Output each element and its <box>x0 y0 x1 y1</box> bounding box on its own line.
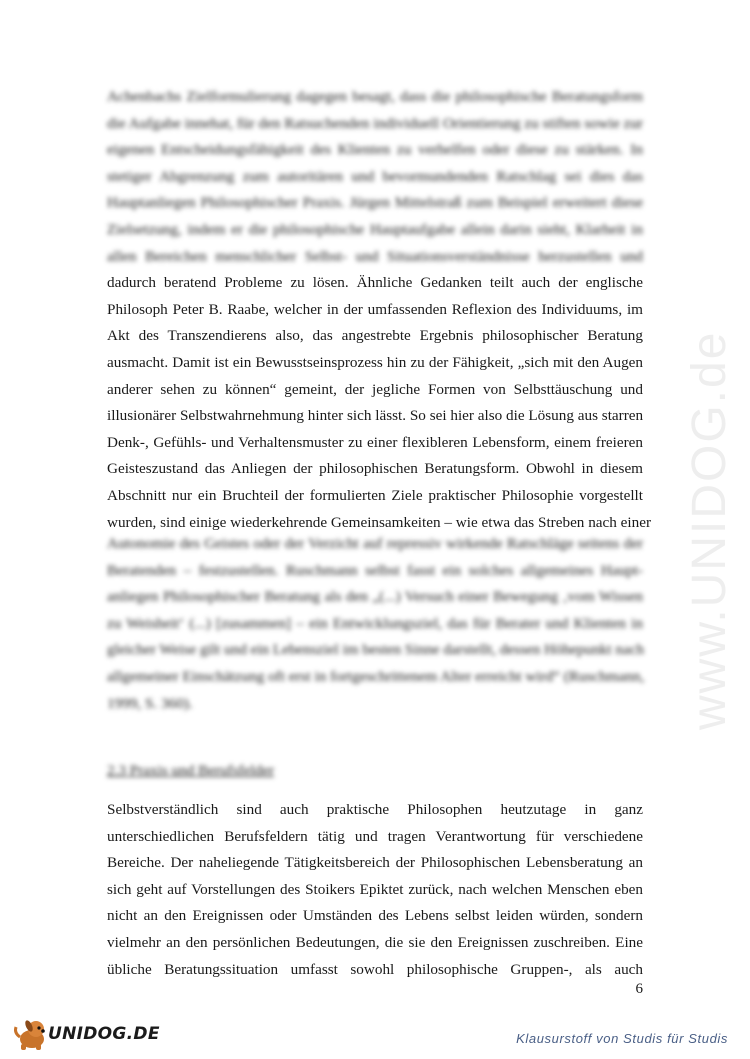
text-line: übliche Beratungssituation umfasst sowohl philosophische Gruppen-, als auch <box>107 960 643 978</box>
text-line: eigenen Entscheidungsfähigkeit des Klienten zu verhelfen oder diese zu stärken. In <box>107 141 643 159</box>
text-line: Geisteszustand das Anliegen der philosophischen Beratungsform. Obwohl in diesem <box>107 460 643 478</box>
clear-text-block <box>107 270 652 536</box>
text-line: Zielsetzung, indem er die philosophische Hauptaufgabe allein darin sieht, Klarheit in <box>107 220 643 238</box>
paragraph-middle-blurred <box>107 531 643 717</box>
text-line: vielmehr an den persönlichen Bedeutungen, die sie den Ereignissen zuschreiben. Eine <box>107 933 643 951</box>
text-line: anderer sehen zu können“ gemeint, der jegliche Formen von Selbsttäuschung und <box>107 380 643 398</box>
text-line: Denk-, Gefühls- und Verhaltensmuster zu einer flexibleren Lebensform, einem freieren <box>107 433 643 451</box>
text-line: stetiger Abgrenzung zum autoritären und bevormundenden Ratschlag sei dies das <box>107 167 643 185</box>
text-line: ausmacht. Damit ist ein Bewusstseinsprozess hin zu der Fähigkeit, „sich mit den Augen <box>107 353 643 371</box>
text-line: gleicher Weise gilt und ein Lebensziel im besten Sinne darstellt, dessen Höhepunkt nach <box>107 641 645 659</box>
text-line: allen Bereichen menschlicher Selbst- und Situationsverständnisse herzustellen und <box>107 247 643 265</box>
text-line: Akt des Transzendierens also, das angestrebte Ergebnis philosophischer Beratung <box>107 327 643 345</box>
text-line: sich geht auf Vorstellungen des Stoikers Epiktet zurück, nach welchen Menschen eben <box>107 880 643 898</box>
logo-text: UNIDOG.DE <box>48 1024 160 1044</box>
page-number: 6 <box>635 981 643 997</box>
footer-tagline: Klausurstoff von Studis für Studis <box>516 1031 728 1046</box>
paragraph-bottom <box>107 797 643 983</box>
section-heading: 2.3 Praxis und Berufsfelder <box>107 762 275 779</box>
text-line: Bereiche. Der naheliegende Tätigkeitsbereich der Philosophischen Lebensberatung an <box>107 854 643 872</box>
dog-mascot-icon <box>12 1017 52 1051</box>
text-line: Philosoph Peter B. Raabe, welcher in der umfassenden Reflexion des Individuums, im <box>107 300 643 318</box>
text-line: Beratenden – festzustellen. Ruschmann selbst fasst ein solches allgemeines Haupt- <box>107 561 643 579</box>
text-line: die Aufgabe innehat, für den Ratsuchenden individuell Orientierung zu stiften sowie zur <box>107 114 643 132</box>
text-line: illusionärer Selbstwahrnehmung hinter sich lässt. So sei hier also die Lösung aus starren <box>107 407 644 425</box>
text-line: Achenbachs Zielformulierung dagegen besagt, dass die philosophische Beratungsform <box>107 88 643 105</box>
footer-logo[interactable] <box>12 1016 160 1052</box>
text-line: nicht an den Ereignissen oder Umständen des Lebens selbst leiden würden, sondern <box>107 907 643 925</box>
text-line: dadurch beratend Probleme zu lösen. Ähnliche Gedanken teilt auch der englische <box>107 274 643 292</box>
text-line: Autonomie des Geistes oder der Verzicht auf repressiv wirkende Ratschläge seitens der <box>107 535 643 552</box>
text-line: unterschiedlichen Berufsfeldern tätig und tragen Verantwortung für verschiedene <box>107 827 643 845</box>
text-line: 1999, S. 360). <box>107 694 193 712</box>
text-line: Hauptanliegen Philosophischer Praxis. Jürgen Mittelstraß zum Beispiel erweitert diese <box>107 194 643 212</box>
text-line: Abschnitt nur ein Bruchteil der formulierten Ziele praktischer Philosophie vorgestellt <box>107 486 643 504</box>
blurred-text-block <box>107 84 643 270</box>
paragraph-top <box>107 84 652 536</box>
text-line: zu Weisheit‘ (...) [zusammen] – ein Entwicklungsziel, das für Berater und Klienten in <box>107 614 643 632</box>
text-line: Selbstverständlich sind auch praktische Philosophen heutzutage in ganz <box>107 801 643 818</box>
text-line: anliegen Philosophischer Beratung als den „(...) Versuch einer Bewegung ‚vom Wissen <box>107 588 643 606</box>
site-watermark: www.UNIDOG.de <box>683 330 736 730</box>
text-line: wurden, sind einige wiederkehrende Gemeinsamkeiten – wie etwa das Streben nach einer <box>107 513 652 531</box>
text-line: allgemeiner Einschätzung oft erst in fortgeschrittenem Alter erreicht wird“ (Ruschmann, <box>107 667 645 685</box>
